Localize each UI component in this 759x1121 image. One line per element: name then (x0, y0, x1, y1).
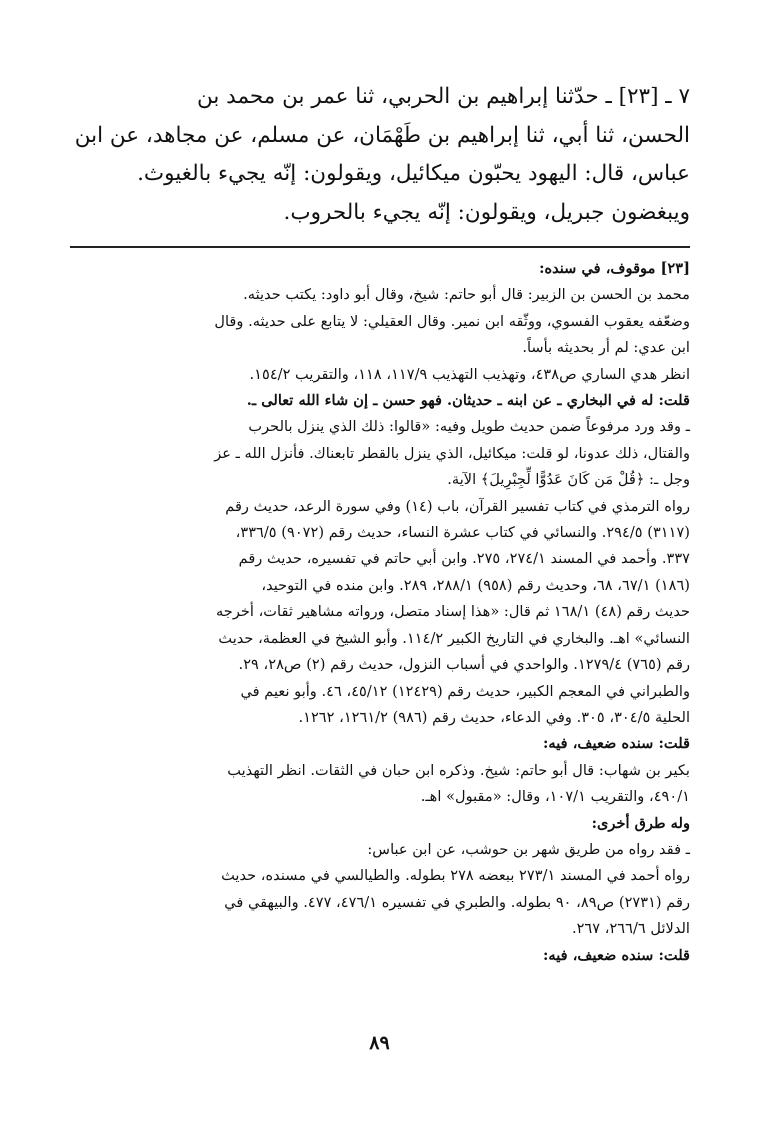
footnote-line: ٤٩٠/١، والتقريب ١٠٧/١، وقال: «مقبول» اهـ. (420, 788, 690, 806)
footnote-line: رواه أحمد في المسند ٢٧٣/١ ببعضه ٢٧٨ بطوله. والطيالسي في مسنده، حديث (221, 867, 690, 885)
footnote-line: رقم (٧٦٥) ١٢٧٩/٤. والواحدي في أسباب النزول، حديث رقم (٢) ص٢٨، ٢٩. (238, 656, 690, 674)
footnote-line: ابن عدي: لم أر بحديثه بأساً. (522, 339, 690, 357)
footnote-line: محمد بن الحسن بن الزبير: قال أبو حاتم: شيخ، وقال أبو داود: يكتب حديثه. (243, 286, 690, 304)
footnote-separator (70, 246, 690, 248)
footnote-line: (١٨٦) ٦٧/١، ٦٨، وحديث رقم (٩٥٨) ٢٨٨/١، ٢٨٩. وابن منده في التوحيد، (261, 576, 690, 594)
page-body (70, 78, 690, 969)
footnote-line: ـ وقد ورد مرفوعاً ضمن حديث طويل وفيه: «قالوا: ذلك الذي ينزل بالحرب (248, 418, 690, 436)
footnote-line: بكير بن شهاب: قال أبو حاتم: شيخ. وذكره ابن حبان في الثقات. انظر التهذيب (227, 761, 690, 779)
footnote-line: والطبراني في المعجم الكبير، حديث رقم (١٢٤٢٩) ٤٥/١٢، ٤٦. وأبو نعيم في (240, 682, 690, 700)
footnote-line: قلت: سنده ضعيف، فيه: (543, 946, 690, 964)
footnote-line: ـ فقد رواه من طريق شهر بن حوشب، عن ابن عباس: (367, 840, 690, 858)
main-line: الحسن، ثنا أبي، ثنا إبراهيم بن طَهْمَان، عن مسلم، عن مجاهد، عن ابن (74, 122, 690, 148)
main-line: ويبغضون جبريل، ويقولون: إنّه يجيء بالحروب. (283, 199, 690, 225)
footnote-line: انظر هدي الساري ص٤٣٨، وتهذيب التهذيب ١١٧/٩، ١١٨، والتقريب ١٥٤/٢. (249, 365, 690, 383)
footnotes (70, 256, 690, 969)
footnote-line: حديث رقم (٤٨) ١٦٨/١ ثم قال: «هذا إسناد متصل، ورواته مشاهير ثقات، أخرجه (215, 603, 690, 621)
footnote-line: النسائي» اهـ. والبخاري في التاريخ الكبير ١١٤/٢. وأبو الشيخ في العظمة، حديث (218, 629, 690, 647)
footnote-line: رواه الترمذي في كتاب تفسير القرآن، باب (١٤) وفي سورة الرعد، حديث رقم (225, 497, 690, 515)
footnote-heading: [٢٣] موقوف، في سنده: (539, 260, 690, 277)
footnote-line: ٣٣٧. وأحمد في المسند ٢٧٤/١، ٢٧٥. وابن أبي حاتم في تفسيره، حديث رقم (238, 550, 690, 568)
footnote-subheading: وله طرق أخرى: (591, 814, 690, 832)
footnote-line: الحلية ٣٠٤/٥، ٣٠٥. وفي الدعاء، حديث رقم (٩٨٦) ١٢٦١/٢، ١٢٦٢. (298, 708, 690, 726)
footnote-line: وضعّفه يعقوب الفسوي، ووثّقه ابن نمير. وقال العقيلي: لا يتابع على حديثه. وقال (214, 312, 690, 330)
main-text (70, 78, 690, 232)
footnote-line: قلت: له في البخاري ـ عن ابنه ـ حديثان. فهو حسن ـ إن شاء الله تعالى ـ. (246, 392, 690, 410)
footnote-line: وجل ـ: ﴿قُلْ مَن كَانَ عَدُوًّا لِّجِبْرِيلَ﴾ الآية. (447, 471, 690, 489)
footnote-line: قلت: سنده ضعيف، فيه: (543, 735, 690, 753)
footnote-line: (٣١١٧) ٢٩٤/٥. والنسائي في كتاب عشرة النساء، حديث رقم (٩٠٧٢) ٣٣٦/٥، (235, 524, 690, 542)
footnote-line: الدلائل ٢٦٦/٦، ٢٦٧. (571, 920, 690, 938)
main-line: ٧ ـ [٢٣] ـ حدّثنا إبراهيم بن الحربي، ثنا عمر بن محمد بن (197, 84, 690, 109)
page-number: ٨٩ (369, 1032, 390, 1054)
footnote-line: والقتال، ذلك عدونا، لو قلت: ميكائيل، الذي ينزل بالقطر تابعناك. فأنزل الله ـ عز (214, 444, 690, 462)
footnote-line: رقم (٢٧٣١) ص٨٩، ٩٠ بطوله. والطبري في تفسيره ٤٧٦/١، ٤٧٧. والبيهقي في (224, 893, 690, 911)
main-line: عباس، قال: اليهود يحبّون ميكائيل، ويقولون: إنّه يجيء بالغيوث. (137, 161, 690, 186)
